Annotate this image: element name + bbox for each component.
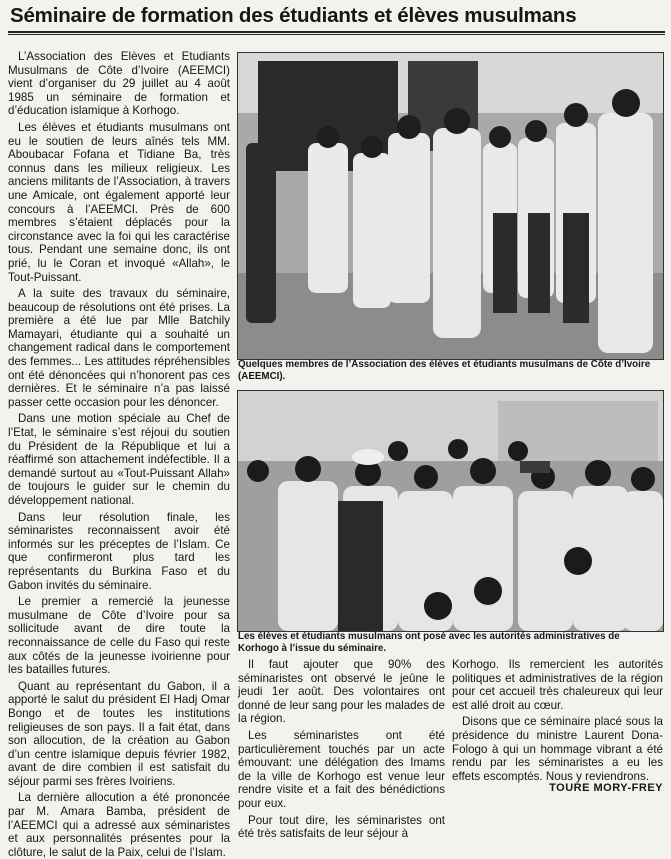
photo-students-line-image — [238, 53, 663, 359]
left-column — [8, 50, 230, 859]
article-headline: Séminaire de formation des étudiants et élèves musulmans — [10, 4, 577, 27]
photo-students-line — [237, 52, 664, 360]
middle-column — [238, 658, 445, 841]
headline-rule-bottom — [8, 34, 665, 35]
caption-top: Quelques membres de l’Association des élèves et étudiants musulmans de Côte d’Ivoire (AEEMCI). — [238, 359, 651, 382]
photo-group-authorities-image — [238, 391, 663, 631]
paragraph: Les séminaristes ont été particulièrement touchés par un acte émouvant: une délégation des Imams de la ville de Korhogo est venue leur rendre visite et a fait des bénédictions pour eux. — [238, 728, 445, 810]
paragraph: Dans une motion spéciale au Chef de l’Etat, le séminaire s’est réjoui du soutien du Président de la République et lui a réaffirmé son attachement indéfectible. Il a demandé surtout au «Tout-Puissant Allah» de toujours le guider sur le chemin du développement national. — [8, 412, 230, 507]
paragraph: L’Association des Elèves et Etudiants Musulmans de Côte d’Ivoire (AEEMCI) vient d’organiser du 29 juillet au 4 août 1985 un séminaire de formation et d’éducation islamique à Korhogo. — [8, 50, 230, 118]
caption-bottom: Les élèves et étudiants musulmans ont posé avec les autorités administratives de Korhogo à l’issue du séminaire. — [238, 631, 620, 654]
paragraph: Les élèves et étudiants musulmans ont eu le soutien de leurs aînés tels MM. Aboubacar Fofana et Tidiane Ba, très connus dans les milieux religieux. Les anciens militants de l’Association, à travers une Amicale, ont également apporté leur concours à l’AEEMCI. Près de 600 membres s’étaient déplacés pour la circonstance avec la foi qui les caractérise tous. Pendant une semaine donc, ils ont prié, lu le Coran et invoqué «Allah», le Tout-Puissant. — [8, 120, 230, 284]
paragraph: Quant au représentant du Gabon, il a apporté le salut du président El Hadj Omar Bongo et de toutes les institutions religieuses de son pays. Il a fait état, dans son allocution, de la création au Gabon d’un centre islamique depuis février 1982, avant de dire combien il est satisfait du séjour parmi ses frères Ivoiriens. — [8, 679, 230, 788]
photo-group-authorities — [237, 390, 664, 632]
paragraph: Le premier a remercié la jeunesse musulmane de Côte d’Ivoire pour sa sollicitude avant de dire toute la reconnaissance de celle du Faso qui reste aux côtés de la jeunesse ivoirienne pour les batailles futures. — [8, 595, 230, 677]
paragraph: Il faut ajouter que 90% des séminaristes ont observé le jeûne le jeudi 1er août. Des volontaires ont donné de leur sang pour les malades de la région. — [238, 658, 445, 726]
paragraph: A la suite des travaux du séminaire, beaucoup de résolutions ont été prises. La première a été lue par Mlle Batchily Mamayari, étudiante qui a souhaité un changement radical dans le comportement des femmes... Les attitudes répréhensibles ont été dénoncées qui n’honorent pas ces dernières. Et le séminaire n’a pas laissé passer cette occasion pour les dénoncer. — [8, 287, 230, 409]
author-byline: TOURE MORY-FREY — [549, 782, 663, 794]
paragraph: La dernière allocution a été prononcée par M. Amara Bamba, président de l’AEEMCI qui a adressé aux séminaristes et aux personnalités présentes pour la clôture, le salut de la Paix, celui de l’Islam. — [8, 791, 230, 859]
paragraph: Pour tout dire, les séminaristes ont été très satisfaits de leur séjour à — [238, 813, 445, 841]
right-column — [452, 658, 663, 782]
paragraph: Dans leur résolution finale, les séminaristes reconnaissent avoir été informés sur les préceptes de l’Islam. Ce que confirmeront plus tard les représentants du Burkina Faso et du Gabon invités du séminaire. — [8, 510, 230, 592]
headline-rule-top — [8, 31, 665, 33]
paragraph: Korhogo. Ils remercient les autorités politiques et administratives de la région pour cet accueil très chaleureux qui leur est allé droit au cœur. — [452, 658, 663, 712]
paragraph: Disons que ce séminaire placé sous la présidence du ministre Laurent Dona-Fologo à qui un hommage vibrant a été rendu par les séminaristes a eu les effets escomptés. Nous y reviendrons. — [452, 715, 663, 783]
